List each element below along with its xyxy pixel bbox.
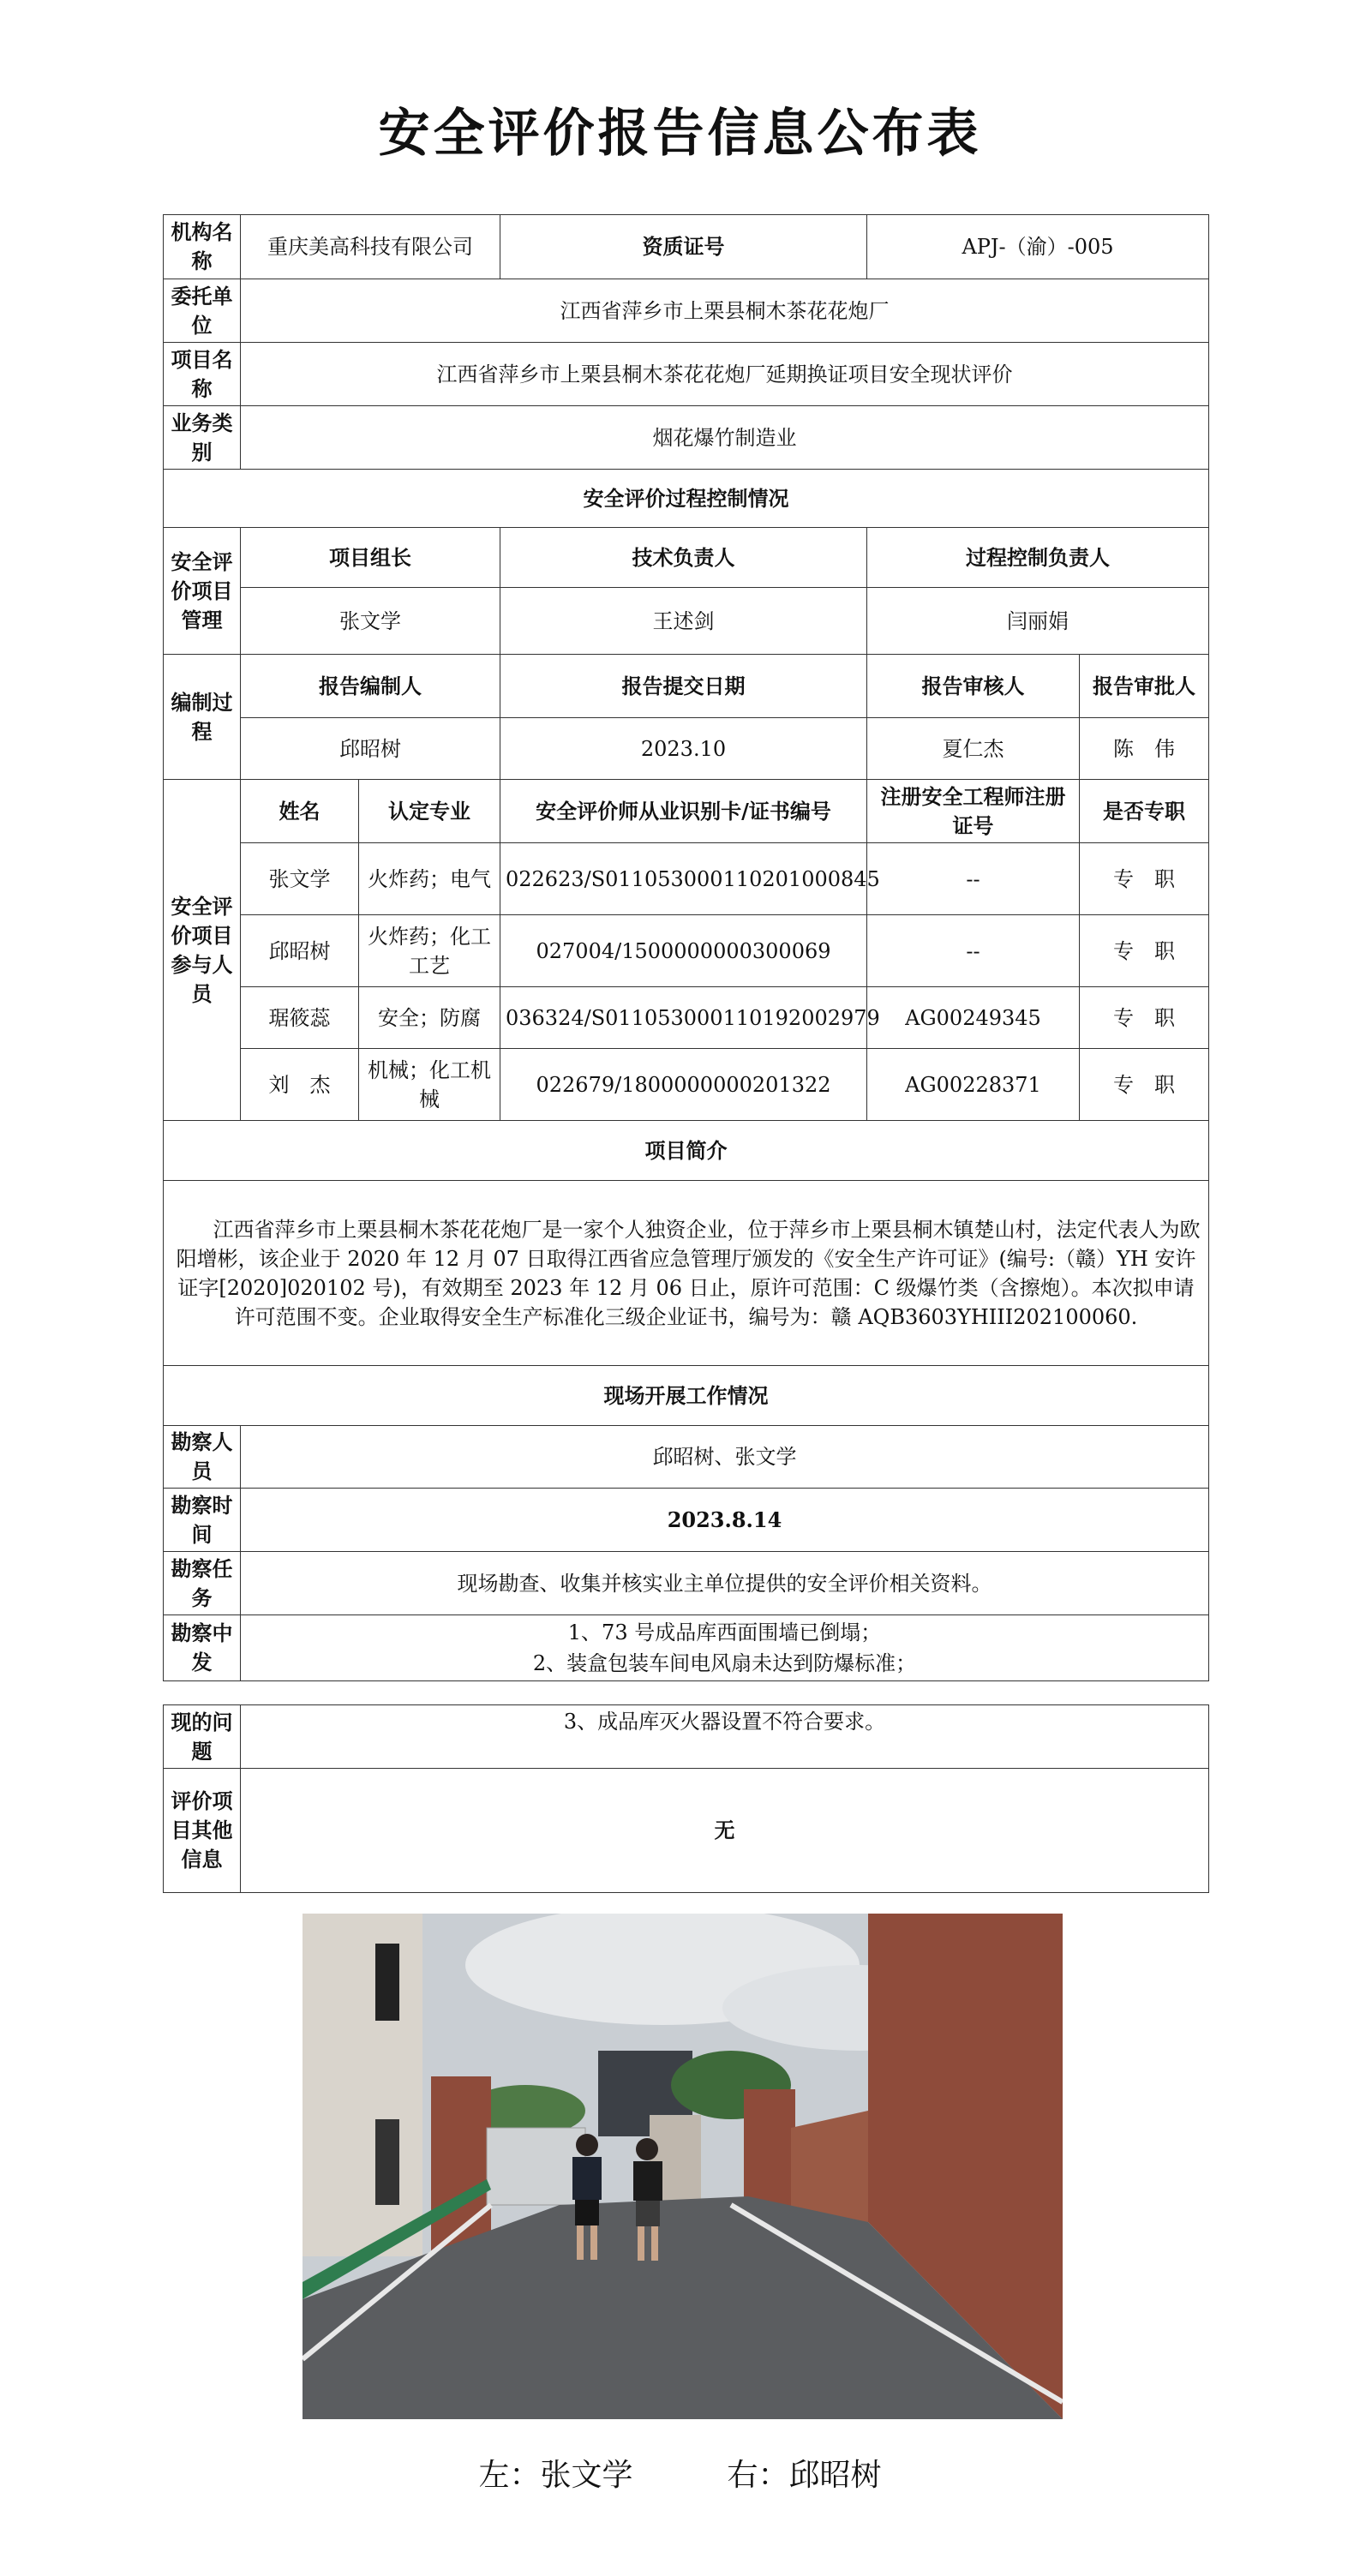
org-label: 机构名称 <box>164 215 241 279</box>
field-issues-label-continued: 现的问题 <box>164 1705 241 1769</box>
management-control: 闫丽娟 <box>867 588 1209 655</box>
staff-fulltime: 专 职 <box>1080 915 1209 987</box>
field-title-row <box>164 1366 1209 1426</box>
staff-header-major: 认定专业 <box>359 780 500 843</box>
management-header-tech: 技术负责人 <box>500 528 867 588</box>
staff-major: 火炸药；电气 <box>359 843 500 915</box>
management-header-leader: 项目组长 <box>241 528 500 588</box>
staff-row <box>164 915 1209 987</box>
staff-header-row <box>164 780 1209 843</box>
photo-caption <box>0 2451 1360 2495</box>
management-leader: 张文学 <box>241 588 500 655</box>
staff-card: 022623/S011053000110201000845 <box>500 843 867 915</box>
intro-body <box>164 1181 1209 1366</box>
client-label: 委托单位 <box>164 279 241 343</box>
staff-row <box>164 987 1209 1049</box>
intro-text: 江西省萍乡市上栗县桐木茶花花炮厂是一家个人独资企业，位于萍乡市上栗县桐木镇楚山村，法定代表人为欧阳增彬，该企业于 2020 年 12 月 07 日取得江西省应急管理厅颁发的《安全生产许可证》(编号:（赣）YH 安许证字[2020]020102 号)，有效期至 2023 年 12 月 06 日止，原许可范围：C 级爆竹类（含擦炮）。本次拟申请许可范围不变。企业取得安全生产标准化三级企业证书，编号为：赣 AQB3603YHIII202100060. <box>176 1217 1201 1329</box>
management-tech: 王述剑 <box>500 588 867 655</box>
field-title: 现场开展工作情况 <box>164 1366 1209 1426</box>
compile-header-row <box>164 655 1209 718</box>
client-row <box>164 279 1209 343</box>
staff-name: 张文学 <box>241 843 359 915</box>
staff-reg: -- <box>867 843 1080 915</box>
compile-author: 邱昭树 <box>241 718 500 780</box>
caption-left: 左：张文学 <box>478 2458 633 2493</box>
cert-value: APJ-（渝）-005 <box>867 215 1209 279</box>
issue-item: 2、装盒包装车间电风扇未达到防爆标准； <box>532 1651 917 1675</box>
staff-reg: AG00228371 <box>867 1049 1080 1121</box>
org-value: 重庆美高科技有限公司 <box>241 215 500 279</box>
issue-item: 1、73 号成品库西面围墙已倒塌； <box>567 1620 882 1644</box>
management-value-row <box>164 588 1209 655</box>
compile-reviewer: 夏仁杰 <box>867 718 1080 780</box>
cert-label: 资质证号 <box>500 215 867 279</box>
staff-card: 027004/1500000000300069 <box>500 915 867 987</box>
management-header-row <box>164 528 1209 588</box>
management-header-control: 过程控制负责人 <box>867 528 1209 588</box>
staff-card: 036324/S011053000110192002979 <box>500 987 867 1049</box>
compile-header-author: 报告编制人 <box>241 655 500 718</box>
project-row <box>164 343 1209 406</box>
gate <box>487 2128 585 2205</box>
left-building <box>303 1914 422 2256</box>
field-people-label: 勘察人员 <box>164 1426 241 1489</box>
staff-name: 邱昭树 <box>241 915 359 987</box>
other-info-label: 评价项目其他信息 <box>164 1769 241 1893</box>
staff-card: 022679/1800000000201322 <box>500 1049 867 1121</box>
report-info-table-continued <box>163 1704 1209 1893</box>
staff-major: 安全；防腐 <box>359 987 500 1049</box>
staff-name: 刘 杰 <box>241 1049 359 1121</box>
project-value: 江西省萍乡市上栗县桐木茶花花炮厂延期换证项目安全现状评价 <box>241 343 1209 406</box>
compile-label: 编制过程 <box>164 655 241 780</box>
staff-major: 机械；化工机械 <box>359 1049 500 1121</box>
staff-fulltime: 专 职 <box>1080 843 1209 915</box>
compile-header-reviewer: 报告审核人 <box>867 655 1080 718</box>
compile-value-row <box>164 718 1209 780</box>
staff-row <box>164 1049 1209 1121</box>
other-info-row <box>164 1769 1209 1893</box>
staff-label: 安全评价项目参与人员 <box>164 780 241 1121</box>
client-value: 江西省萍乡市上栗县桐木茶花花炮厂 <box>241 279 1209 343</box>
staff-reg: -- <box>867 915 1080 987</box>
management-label: 安全评价项目管理 <box>164 528 241 655</box>
org-row <box>164 215 1209 279</box>
caption-right: 右：邱昭树 <box>727 2458 882 2493</box>
business-row <box>164 406 1209 470</box>
staff-header-fulltime: 是否专职 <box>1080 780 1209 843</box>
field-people: 邱昭树、张文学 <box>241 1426 1209 1489</box>
window <box>375 1944 399 2021</box>
business-value: 烟花爆竹制造业 <box>241 406 1209 470</box>
staff-header-card: 安全评价师从业识别卡/证书编号 <box>500 780 867 843</box>
intro-title: 项目简介 <box>164 1121 1209 1181</box>
staff-fulltime: 专 职 <box>1080 987 1209 1049</box>
staff-reg: AG00249345 <box>867 987 1080 1049</box>
field-time: 2023.8.14 <box>241 1489 1209 1552</box>
site-photo <box>303 1914 1063 2419</box>
staff-name: 琚筱蕊 <box>241 987 359 1049</box>
field-issues-row <box>164 1615 1209 1681</box>
field-task-row <box>164 1552 1209 1615</box>
page-title: 安全评价报告信息公布表 <box>378 104 982 164</box>
field-issues-row-continued <box>164 1705 1209 1769</box>
field-issues-continued <box>241 1705 1209 1769</box>
project-label: 项目名称 <box>164 343 241 406</box>
field-task-label: 勘察任务 <box>164 1552 241 1615</box>
compile-date: 2023.10 <box>500 718 867 780</box>
other-info-value: 无 <box>241 1769 1209 1893</box>
compile-approver: 陈 伟 <box>1080 718 1209 780</box>
issue-item: 3、成品库灭火器设置不符合要求。 <box>563 1710 886 1734</box>
staff-major: 火炸药；化工工艺 <box>359 915 500 987</box>
field-time-label: 勘察时间 <box>164 1489 241 1552</box>
staff-header-reg: 注册安全工程师注册证号 <box>867 780 1080 843</box>
staff-header-name: 姓名 <box>241 780 359 843</box>
intro-title-row <box>164 1121 1209 1181</box>
intro-body-row <box>164 1181 1209 1366</box>
field-issues <box>241 1615 1209 1681</box>
staff-row <box>164 843 1209 915</box>
business-label: 业务类别 <box>164 406 241 470</box>
staff-fulltime: 专 职 <box>1080 1049 1209 1121</box>
field-people-row <box>164 1426 1209 1489</box>
process-section-title: 安全评价过程控制情况 <box>164 470 1209 528</box>
compile-header-date: 报告提交日期 <box>500 655 867 718</box>
site-photo-drawing <box>303 1914 1063 2419</box>
process-section-row <box>164 470 1209 528</box>
field-task: 现场勘查、收集并核实业主单位提供的安全评价相关资料。 <box>241 1552 1209 1615</box>
window <box>375 2119 399 2205</box>
compile-header-approver: 报告审批人 <box>1080 655 1209 718</box>
field-issues-label: 勘察中发 <box>164 1615 241 1681</box>
field-time-row <box>164 1489 1209 1552</box>
report-info-table <box>163 214 1209 1681</box>
